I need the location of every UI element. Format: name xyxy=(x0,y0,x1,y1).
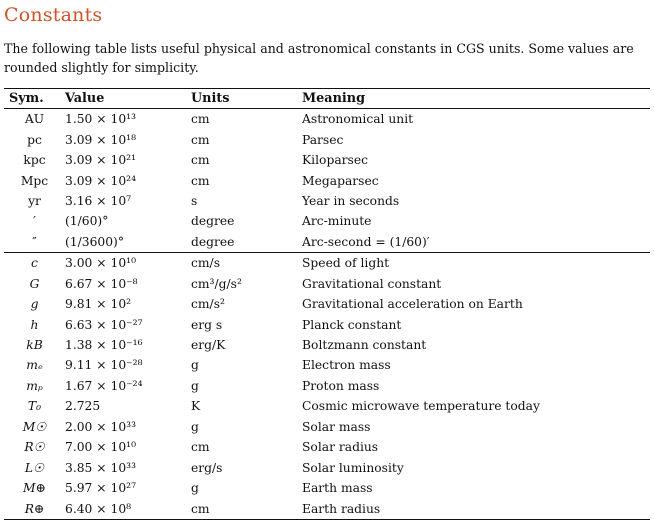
table-row xyxy=(4,109,650,129)
cell-units: g xyxy=(191,378,199,393)
symbol-text: c xyxy=(31,256,38,271)
cell-meaning: Kiloparsec xyxy=(302,153,369,168)
cell-meaning: Astronomical unit xyxy=(302,112,414,127)
cell-symbol xyxy=(4,379,63,393)
symbol-text: R☉ xyxy=(24,440,45,455)
header-units: Units xyxy=(191,91,230,106)
table-row xyxy=(4,211,650,231)
table-row xyxy=(4,498,650,518)
cell-symbol xyxy=(4,338,63,352)
cell-value: 3.85 × 10³³ xyxy=(65,460,137,475)
cell-meaning: Electron mass xyxy=(302,358,391,373)
cell-meaning: Boltzmann constant xyxy=(302,338,427,353)
cell-units: cm xyxy=(191,153,210,168)
cell-value: 3.09 × 10²¹ xyxy=(65,153,137,168)
table-row xyxy=(4,314,650,334)
section-title: Constants xyxy=(4,4,103,26)
cell-symbol xyxy=(4,297,63,311)
cell-meaning: Solar radius xyxy=(302,440,379,455)
cell-meaning: Gravitational constant xyxy=(302,276,442,291)
header-value: Value xyxy=(65,91,105,106)
cell-value: 3.09 × 10¹⁸ xyxy=(65,132,137,147)
cell-symbol xyxy=(4,461,63,475)
cell-meaning: Arc-second = (1/60)′ xyxy=(302,234,430,249)
cell-value: 9.81 × 10² xyxy=(65,297,132,312)
cell-value: (1/60)° xyxy=(65,214,109,229)
symbol-text: L☉ xyxy=(24,460,45,475)
symbol-text: M☉ xyxy=(22,419,47,434)
symbol-text: mₚ xyxy=(26,378,43,393)
cell-symbol xyxy=(4,235,63,249)
cell-meaning: Parsec xyxy=(302,132,344,147)
cell-meaning: Arc-minute xyxy=(302,214,372,229)
cell-symbol xyxy=(4,214,63,228)
symbol-text: h xyxy=(30,317,39,332)
cell-symbol xyxy=(4,194,63,208)
table-row xyxy=(4,437,650,457)
cell-meaning: Year in seconds xyxy=(302,193,400,208)
cell-value: 9.11 × 10⁻²⁸ xyxy=(65,358,143,373)
cell-value: (1/3600)° xyxy=(65,234,125,249)
cell-units: erg/K xyxy=(191,338,226,353)
table-row xyxy=(4,170,650,190)
cell-meaning: Cosmic microwave temperature today xyxy=(302,399,540,414)
table-row xyxy=(4,417,650,437)
symbol-text: ′ xyxy=(33,214,36,229)
table-row xyxy=(4,232,650,252)
table-row xyxy=(4,274,650,294)
cell-value: 5.97 × 10²⁷ xyxy=(65,481,137,496)
constants-table xyxy=(4,88,650,520)
header-sym: Sym. xyxy=(9,91,44,106)
symbol-text: R⊕ xyxy=(24,501,45,516)
cell-meaning: Solar mass xyxy=(302,419,371,434)
cell-value: 3.09 × 10²⁴ xyxy=(65,173,137,188)
cell-value: 3.00 × 10¹⁰ xyxy=(65,256,137,271)
cell-units: erg/s xyxy=(191,460,223,475)
cell-value: 6.67 × 10⁻⁸ xyxy=(65,276,138,291)
symbol-text: mₑ xyxy=(26,358,43,373)
cell-units: cm/s² xyxy=(191,297,225,312)
table-header-row xyxy=(4,89,650,109)
header-meaning: Meaning xyxy=(302,91,366,106)
symbol-text: Mpc xyxy=(20,173,49,188)
intro-paragraph: The following table lists useful physical and astronomical constants in CGS units. Some values are rounded slightly for simplicity. xyxy=(4,41,634,75)
cell-value: 1.38 × 10⁻¹⁶ xyxy=(65,338,143,353)
symbol-text: kpc xyxy=(23,153,46,168)
cell-symbol xyxy=(4,420,63,434)
cell-units: cm xyxy=(191,501,210,516)
table-row xyxy=(4,191,650,211)
cell-value: 6.63 × 10⁻²⁷ xyxy=(65,317,143,332)
cell-units: g xyxy=(191,358,199,373)
cell-symbol xyxy=(4,256,63,270)
cell-symbol xyxy=(4,112,63,126)
cell-units: cm xyxy=(191,132,210,147)
table-row xyxy=(4,150,650,170)
cell-symbol xyxy=(4,318,63,332)
cell-meaning: Earth mass xyxy=(302,481,373,496)
table-row xyxy=(4,376,650,396)
symbol-text: pc xyxy=(27,132,42,147)
cell-value: 3.16 × 10⁷ xyxy=(65,193,132,208)
cell-units: g xyxy=(191,419,199,434)
cell-symbol xyxy=(4,481,63,495)
cell-symbol xyxy=(4,153,63,167)
symbol-text: M⊕ xyxy=(23,481,46,496)
cell-units: erg s xyxy=(191,317,223,332)
cell-value: 6.40 × 10⁸ xyxy=(65,501,132,516)
cell-symbol xyxy=(4,399,63,413)
cell-units: cm xyxy=(191,173,210,188)
table-row xyxy=(4,294,650,314)
symbol-text: kB xyxy=(26,338,43,353)
cell-units: cm xyxy=(191,112,210,127)
cell-units: cm/s xyxy=(191,256,221,271)
cell-symbol xyxy=(4,358,63,372)
symbol-text: G xyxy=(29,276,40,291)
symbol-text: AU xyxy=(24,112,45,127)
cell-value: 1.50 × 10¹³ xyxy=(65,112,137,127)
cell-meaning: Gravitational acceleration on Earth xyxy=(302,297,523,312)
cell-meaning: Planck constant xyxy=(302,317,402,332)
table-body xyxy=(4,109,650,519)
table-row xyxy=(4,457,650,477)
cell-value: 2.00 × 10³³ xyxy=(65,419,137,434)
cell-meaning: Proton mass xyxy=(302,378,380,393)
cell-symbol xyxy=(4,133,63,147)
table-row xyxy=(4,396,650,416)
table-row xyxy=(4,478,650,498)
table-row xyxy=(4,129,650,149)
cell-symbol xyxy=(4,277,63,291)
table-row xyxy=(4,252,650,273)
cell-meaning: Solar luminosity xyxy=(302,460,404,475)
table-row xyxy=(4,355,650,375)
cell-value: 7.00 × 10¹⁰ xyxy=(65,440,137,455)
cell-units: cm xyxy=(191,440,210,455)
cell-symbol xyxy=(4,502,63,516)
cell-units: s xyxy=(191,193,198,208)
symbol-text: T₀ xyxy=(27,399,42,414)
cell-meaning: Megaparsec xyxy=(302,173,379,188)
cell-meaning: Speed of light xyxy=(302,256,390,271)
cell-symbol xyxy=(4,440,63,454)
cell-units: degree xyxy=(191,214,235,229)
symbol-text: g xyxy=(30,297,39,312)
cell-value: 2.725 xyxy=(65,399,101,414)
cell-units: cm³/g/s² xyxy=(191,276,242,291)
symbol-text: ″ xyxy=(32,234,37,249)
cell-meaning: Earth radius xyxy=(302,501,381,516)
table-row xyxy=(4,335,650,355)
cell-value: 1.67 × 10⁻²⁴ xyxy=(65,378,143,393)
cell-symbol xyxy=(4,174,63,188)
symbol-text: yr xyxy=(28,193,41,208)
cell-units: K xyxy=(191,399,201,414)
cell-units: degree xyxy=(191,234,235,249)
cell-units: g xyxy=(191,481,199,496)
